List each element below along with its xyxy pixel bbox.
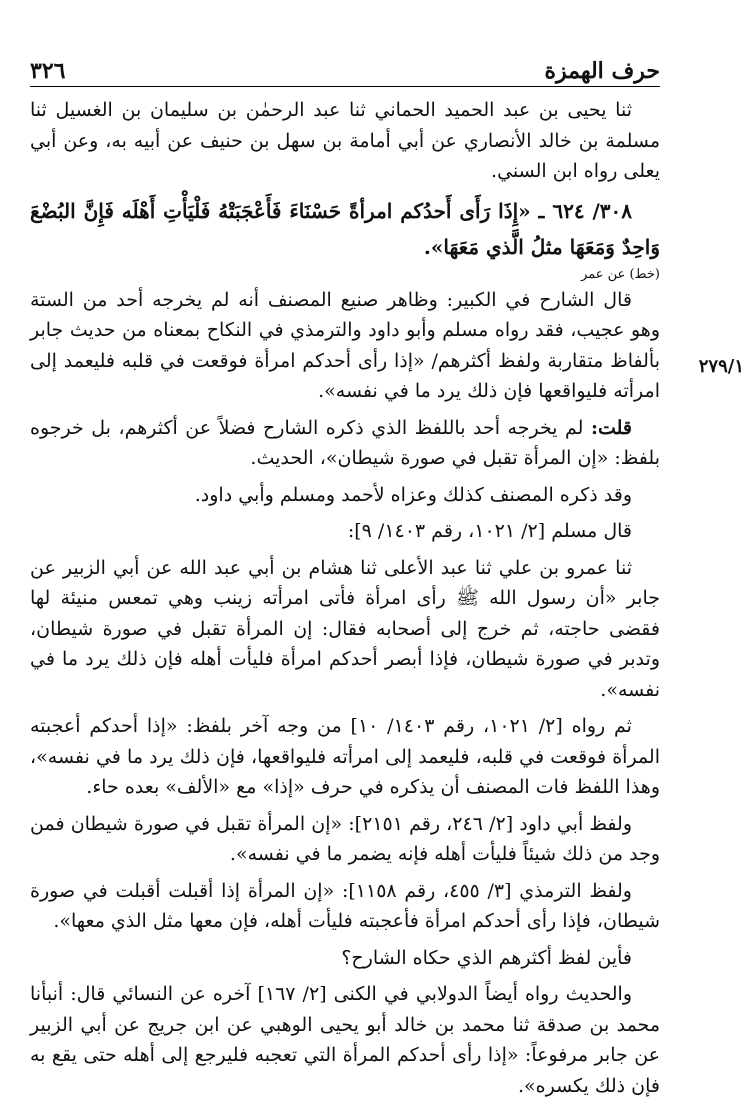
qult-label: قلت: — [590, 416, 632, 439]
paragraph-5: قال مسلم [٢/ ١٠٢١، رقم ١٤٠٣/ ٩]: — [347, 520, 632, 542]
hadith-heading: ٣٠٨/ ٦٢٤ ـ «إِذَا رَأَى أَحدُكم امرأةً حَسْنَاءَ فَأَعْجَبَتْهُ فَلْيَأْتِ أَهْلَه فَإِنَّ البُضْعَ وَاحِدٌ وَمَعَهَا مثلُ الَّذي مَعَهَا». — [30, 198, 660, 259]
margin-reference: ٢٧٩/١ — [698, 356, 744, 377]
paragraph-3-text: لم يخرجه أحد باللفظ الذي ذكره الشارح فضلاً عن أكثرهم، بل خرجوه بلفظ: «إن المرأة تقبل في صورة شيطان»، الحديث. — [30, 416, 660, 469]
page-number: ٣٢٦ — [30, 58, 66, 84]
paragraph-4: وقد ذكره المصنف كذلك وعزاه لأحمد ومسلم وأبي داود. — [194, 483, 632, 506]
paragraph-8: ولفظ أبي داود [٢/ ٢٤٦، رقم ٢١٥١]: «إن المرأة تقبل في صورة شيطان فمن وجد من ذلك شيئاً فليأت أهله فإنه يضمر ما في نفسه». — [30, 812, 660, 865]
paragraph-10: فأين لفظ أكثرهم الذي حكاه الشارح؟ — [341, 946, 632, 969]
paragraph-6: ثنا عمرو بن علي ثنا عبد الأعلى ثنا هشام بن أبي عبد الله عن أبي الزبير عن جابر «أن رسول الله ﷺ رأى امرأة فأتى امرأته زينب وهي تمعس منيئة لها فقضى حاجته، ثم خرج إلى أصحابه فقال: إن المرأة تقبل في صورة شيطان، وتدبر في صورة شيطان، فإذا أبصر أحدكم امرأة فليأت أهله فإن ذلك يرد ما في نفسه». — [30, 556, 660, 701]
paragraph-11: والحديث رواه أيضاً الدولابي في الكنى [٢/ ١٦٧] آخره عن النسائي قال: أنبأنا محمد بن صدقة ثنا محمد بن خالد أبو يحيى الوهبي عن ابن جريج عن أبي الزبير عن جابر مرفوعاً: «إذا رأى أحدكم المرأة التي تعجبه فليرجع إلى أهله حتى يقع به فإن ذلك يكسره». — [30, 983, 660, 1097]
paragraph-9: ولفظ الترمذي [٣/ ٤٥٥، رقم ١١٥٨]: «إن المرأة إذا أقبلت أقبلت في صورة شيطان، فإذا رأى أحدكم امرأة فأعجبته فليأت أهله، فإن معها مثل الذي معها». — [30, 879, 660, 932]
paragraph-1: ثنا يحيى بن عبد الحميد الحماني ثنا عبد الرحمٰن بن سليمان بن الغسيل ثنا مسلمة بن خالد الأنصاري عن أبي أمامة بن سهل بن حنيف عن أبيه به، وعن أبي يعلى رواه ابن السني. — [30, 99, 660, 182]
source-note: (خط) عن عمر — [581, 266, 660, 282]
page-header — [30, 44, 660, 84]
running-title: حرف الهمزة — [544, 58, 660, 84]
body-text — [30, 95, 660, 1107]
paragraph-7: ثم رواه [٢/ ١٠٢١، رقم ١٤٠٣/ ١٠] من وجه آخر بلفظ: «إذا أحدكم أعجبته المرأة فوقعت في قلبه، فليعمد إلى امرأته فليواقعها، فإن ذلك يرد ما في نفسه»، وهذا اللفظ فات المصنف أن يذكره في حرف «إذا» مع «الألف» بعده حاء. — [30, 715, 660, 798]
paragraph-3 — [30, 413, 660, 474]
header-rule — [30, 86, 660, 87]
paragraph-2: قال الشارح في الكبير: وظاهر صنيع المصنف أنه لم يخرجه أحد من الستة وهو عجيب، فقد رواه مسلم وأبو داود والترمذي في النكاح بمعناه من حديث جابر بألفاظ متقاربة ولفظ أكثرهم/ «إذا رأى أحدكم امرأة فوقعت في قلبه فليعمد إلى امرأته فليواقعها فإن ذلك يرد ما في نفسه». — [30, 288, 660, 402]
